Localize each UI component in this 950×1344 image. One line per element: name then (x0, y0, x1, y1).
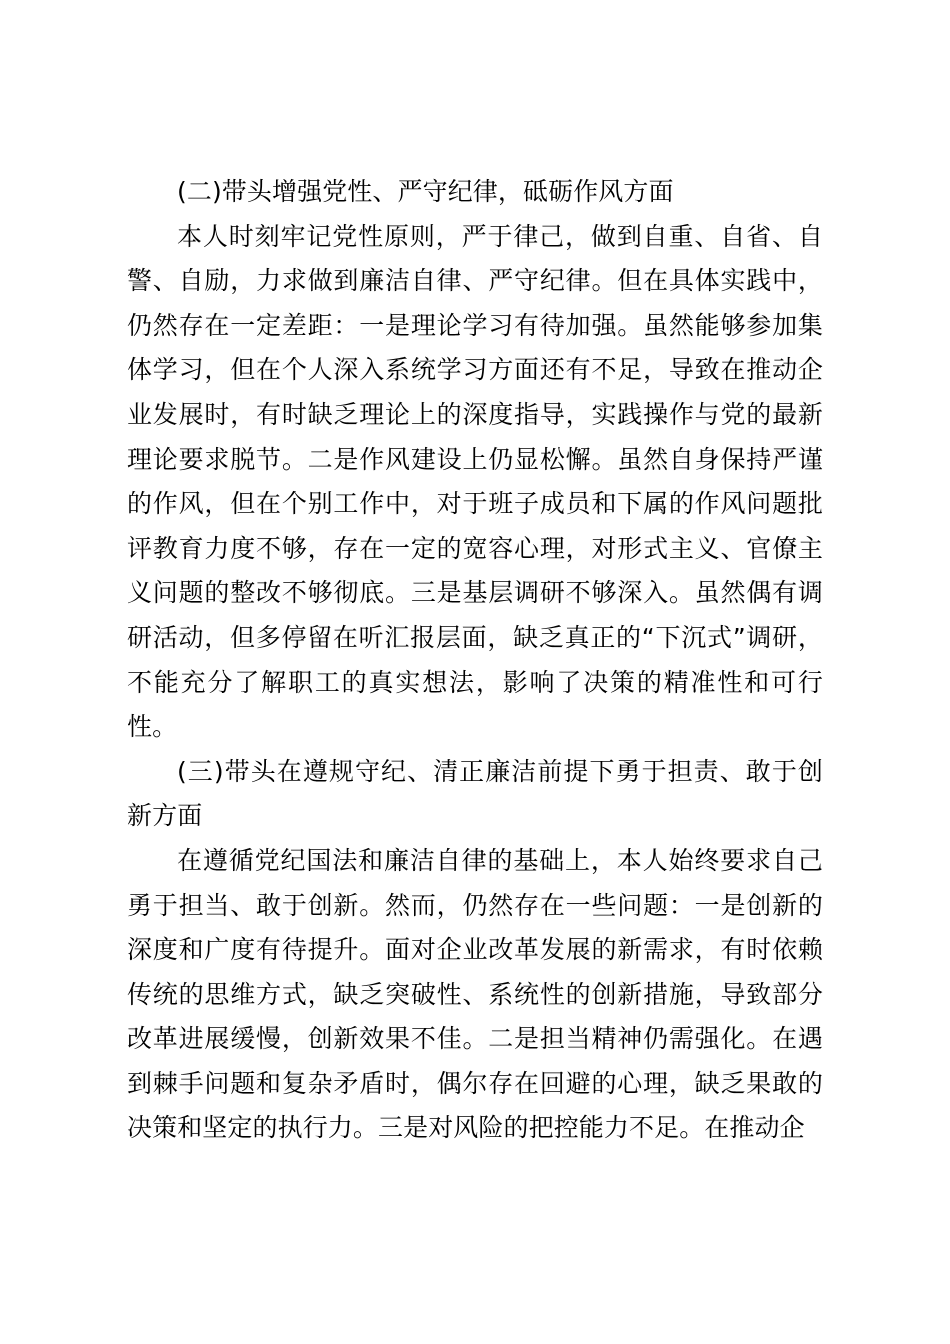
section-heading-3: (三)带头在遵规守纪、清正廉洁前提下勇于担责、敢于创新方面 (127, 756, 823, 831)
body-paragraph: 在遵循党纪国法和廉洁自律的基础上，本人始终要求自己勇于担当、敢于创新。然而，仍然存在一些问题：一是创新的深度和广度有待提升。面对企业改革发展的新需求，有时依赖传统的思维方式，缺乏突破性、系统性的创新措施，导致部分改革进展缓慢，创新效果不佳。二是担当精神仍需强化。在遇到棘手问题和复杂矛盾时，偶尔存在回避的心理，缺乏果敢的决策和坚定的执行力。三是对风险的把控能力不足。在推动企 (127, 845, 823, 1143)
body-paragraph: 本人时刻牢记党性原则，严于律己，做到自重、自省、自警、自励，力求做到廉洁自律、严守纪律。但在具体实践中，仍然存在一定差距：一是理论学习有待加强。虽然能够参加集体学习，但在个人深入系统学习方面还有不足，导致在推动企业发展时，有时缺乏理论上的深度指导，实践操作与党的最新理论要求脱节。二是作风建设上仍显松懈。虽然自身保持严谨的作风，但在个别工作中，对于班子成员和下属的作风问题批评教育力度不够，存在一定的宽容心理，对形式主义、官僚主义问题的整改不够彻底。三是基层调研不够深入。虽然偶有调研活动，但多停留在听汇报层面，缺乏真正的“下沉式”调研，不能充分了解职工的真实想法，影响了决策的精准性和可行性。 (127, 221, 823, 742)
section-heading-2: (二)带头增强党性、严守纪律，砥砺作风方面 (177, 177, 674, 206)
document-body (127, 170, 823, 1151)
